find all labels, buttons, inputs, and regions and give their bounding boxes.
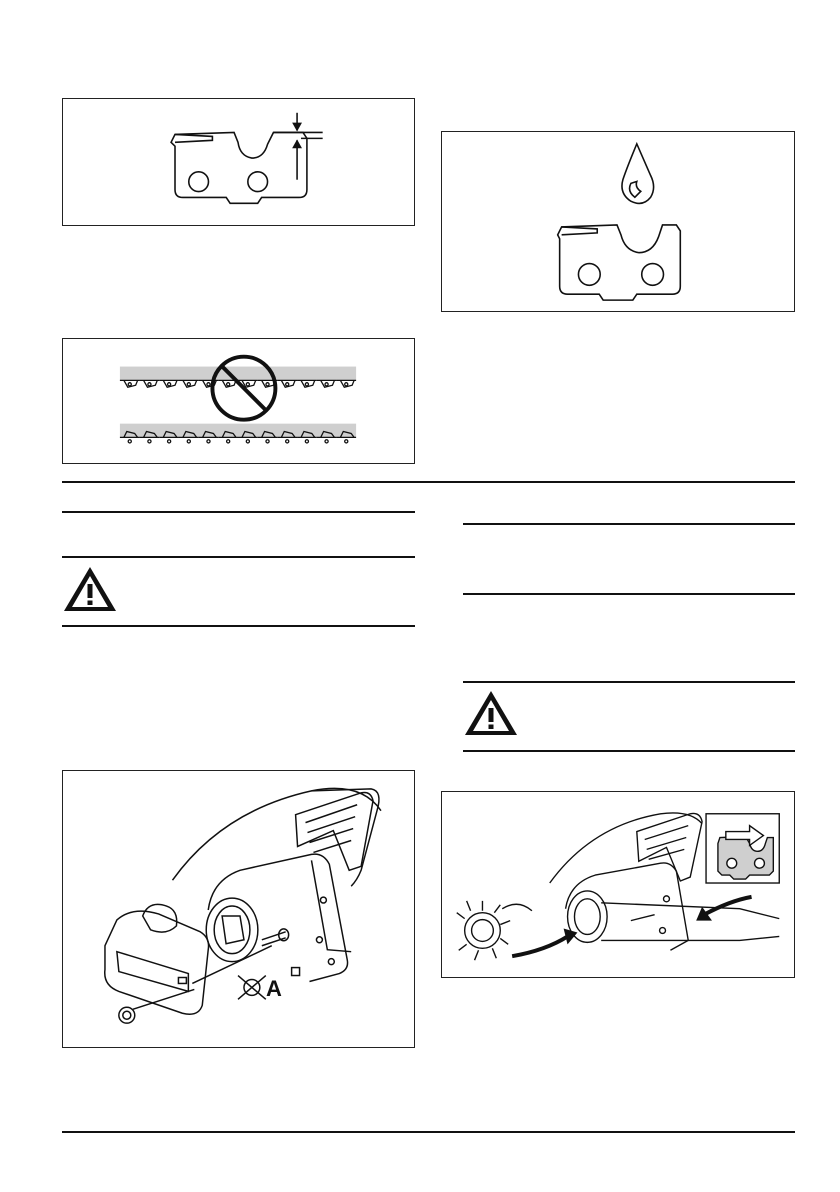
- chain-rivet: [305, 383, 308, 386]
- chain-rivet: [168, 440, 171, 443]
- section-divider: [62, 481, 795, 483]
- note-rule-1: [463, 593, 795, 595]
- chain-rivet: [187, 440, 190, 443]
- chain-fitting-drawing: [442, 792, 794, 977]
- chain-rivet: [128, 383, 131, 386]
- chain-rivet: [128, 440, 131, 443]
- prohibition-icon: [212, 357, 275, 420]
- figure-chain-comparison: [62, 338, 415, 464]
- chain-rivet: [207, 383, 210, 386]
- clutch-cover-drawing: [63, 771, 414, 1047]
- chain-rivet: [207, 440, 210, 443]
- chain-rivet: [345, 440, 348, 443]
- chain-rivet: [246, 383, 249, 386]
- curved-arrow-icon: [512, 936, 567, 956]
- chain-rivet: [286, 440, 289, 443]
- figure-depth-gauge: [62, 98, 415, 226]
- chain-rivet: [148, 383, 151, 386]
- chain-rivet: [266, 383, 269, 386]
- cutter-link-drawing: [63, 99, 414, 225]
- figure-chain-fitting: [441, 791, 795, 978]
- chain-rivet: [187, 383, 190, 386]
- warning-triangle-icon: [62, 564, 118, 614]
- chain-rivet: [325, 383, 328, 386]
- chain-rivet: [305, 440, 308, 443]
- warning-rule-top-right: [463, 681, 795, 683]
- chain-rivet: [345, 383, 348, 386]
- warning-rule-bottom: [62, 625, 415, 627]
- chain-rivet: [168, 383, 171, 386]
- oil-drop-drawing: [442, 132, 794, 311]
- chain-rivet: [227, 383, 230, 386]
- callout-label-a: A: [266, 976, 282, 1001]
- warning-rule-top: [62, 556, 415, 558]
- chain-drawing: [63, 339, 414, 463]
- curved-arrow-icon: [704, 897, 751, 915]
- chain-rivet: [148, 440, 151, 443]
- figure-clutch-cover: [62, 770, 415, 1048]
- heading-rule-right: [463, 523, 795, 525]
- footer-rule: [62, 1131, 795, 1133]
- figure-oil-drop: [441, 131, 795, 312]
- chain-rivet: [325, 440, 328, 443]
- warning-triangle-icon: [463, 688, 519, 738]
- arrow-up-icon: [292, 139, 302, 148]
- heading-rule-left: [62, 511, 415, 513]
- chain-rivet: [246, 440, 249, 443]
- warning-rule-bottom-right: [463, 750, 795, 752]
- chain-rivet: [286, 383, 289, 386]
- chain-rivet: [266, 440, 269, 443]
- chain-rivet: [227, 440, 230, 443]
- arrow-down-icon: [292, 123, 302, 132]
